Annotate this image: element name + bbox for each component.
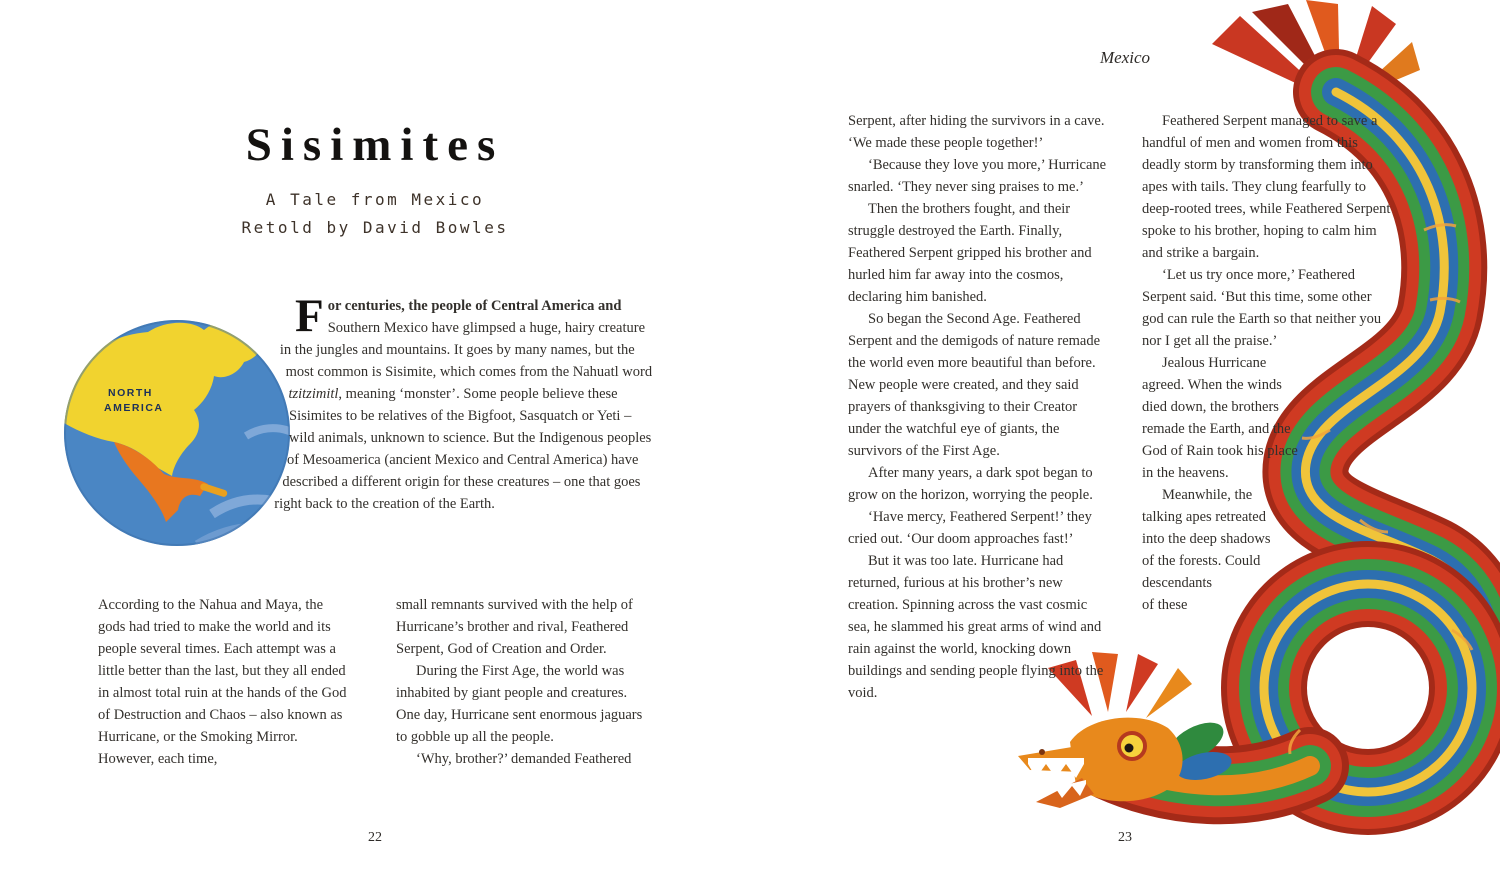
story-title: Sisimites	[245, 119, 505, 171]
paragraph: So began the Second Age. Feathered Serpent and the demigods of nature remade the world even more beautiful than before. New people were created, and they said prayers of thanksgiving to their Creator under the watchful eye of giants, the survivors of the First Age.	[848, 311, 1101, 459]
paragraph: ‘Let us try once more,’ Feathered Serpent said. ‘But this time, some other god can rule the Earth so that neither you nor I get all the praise.’	[1142, 267, 1382, 349]
intro-paragraph	[233, 290, 657, 515]
paragraph: After many years, a dark spot began to grow on the horizon, worrying the people.	[848, 465, 1093, 503]
intro-body-2: , meaning ‘monster’. Some people believe these Sisimites to be relatives of the Bigfoot, Sasquatch or Yeti – wild animals, unknown to science. But the Indigenous peoples of Mesoamerica (ancient Mexico and Central America) have described a different origin for these creatures – one that goes right back to the creation of the Earth.	[274, 386, 652, 512]
text-wrap-spacer	[1306, 358, 1394, 490]
page-number-left: 22	[368, 830, 382, 845]
paragraph: Feathered Serpent managed to save a handful of men and women from this deadly storm by transforming them into apes with tails. They clung fearfully to deep-rooted trees, while Feathered Serpent spoke to his brother, hoping to calm him and strike a bargain.	[1142, 113, 1391, 261]
right-column-1	[848, 110, 1113, 762]
title-block	[0, 118, 750, 242]
intro-italic-word: tzitzimitl	[288, 386, 339, 402]
right-column-2	[1142, 110, 1394, 718]
paragraph: ‘Why, brother?’ demanded Feathered	[416, 751, 632, 767]
intro-body-1: Southern Mexico have glimpsed a huge, hairy creature in the jungles and mountains. It goes by many names, but the most common is Sisimite, which comes from the Nahuatl word	[279, 320, 653, 380]
paragraph: ‘Have mercy, Feathered Serpent!’ they cried out. ‘Our doom approaches fast!’	[848, 509, 1092, 547]
left-column-1	[98, 594, 352, 770]
text-wrap-spacer	[1392, 110, 1394, 358]
text-wrap-spacer	[1111, 110, 1113, 682]
map-label-america: AMERICA	[104, 402, 164, 414]
intro-section	[233, 290, 657, 545]
paragraph: Serpent, after hiding the survivors in a cave. ‘We made these people together!’	[848, 113, 1105, 151]
story-subtitle	[0, 186, 750, 242]
running-head: Mexico	[1099, 48, 1151, 67]
paragraph: Jealous Hurricane agreed. When the winds died down, the brothers remade the Earth, and the God of Rain took his place in the heavens.	[1142, 355, 1298, 481]
subtitle-line-2: Retold by David Bowles	[241, 218, 509, 237]
paragraph: ‘Because they love you more,’ Hurricane snarled. ‘They never sing praises to me.’	[848, 157, 1107, 195]
paragraph: Meanwhile, the talking apes retreated into the deep shadows of the forests. Could descendants of these	[1142, 487, 1271, 613]
subtitle-line-1: A Tale from Mexico	[265, 190, 485, 209]
paragraph: small remnants survived with the help of Hurricane’s brother and rival, Feathered Serpent, God of Creation and Order.	[396, 597, 633, 657]
text-wrap-spacer	[1055, 682, 1113, 762]
paragraph: During the First Age, the world was inhabited by giant people and creatures. One day, Hurricane sent enormous jaguars to gobble up all the people.	[396, 663, 643, 745]
left-column-2	[396, 594, 650, 770]
dropcap: F	[295, 290, 324, 342]
text-wrap-spacer	[1276, 490, 1394, 578]
page-number-right: 23	[1118, 830, 1132, 845]
paragraph: According to the Nahua and Maya, the gods had tried to make the world and its people several times. Each attempt was a little better than the last, but they all ended in almost total ruin at the hands of the God of Destruction and Chaos – also known as Hurricane, or the Smoking Mirror. However, each time,	[98, 597, 347, 767]
paragraph: But it was too late. Hurricane had returned, furious at his brother’s new creation. Spinning across the vast cosmic sea, he slammed his great arms of wind and rain against the world, knocking down buildings and sending people flying into the void.	[848, 553, 1104, 701]
paragraph: Then the brothers fought, and their struggle destroyed the Earth. Finally, Feathered Serpent gripped his brother and hurled him far away into the cosmos, declaring him banished.	[848, 201, 1092, 305]
map-label-north: NORTH	[108, 387, 153, 399]
eye-pupil	[1125, 744, 1134, 753]
text-wrap-spacer	[1226, 578, 1394, 718]
intro-lead: or centuries, the people of Central America and	[327, 298, 622, 314]
left-page-columns	[98, 594, 650, 770]
